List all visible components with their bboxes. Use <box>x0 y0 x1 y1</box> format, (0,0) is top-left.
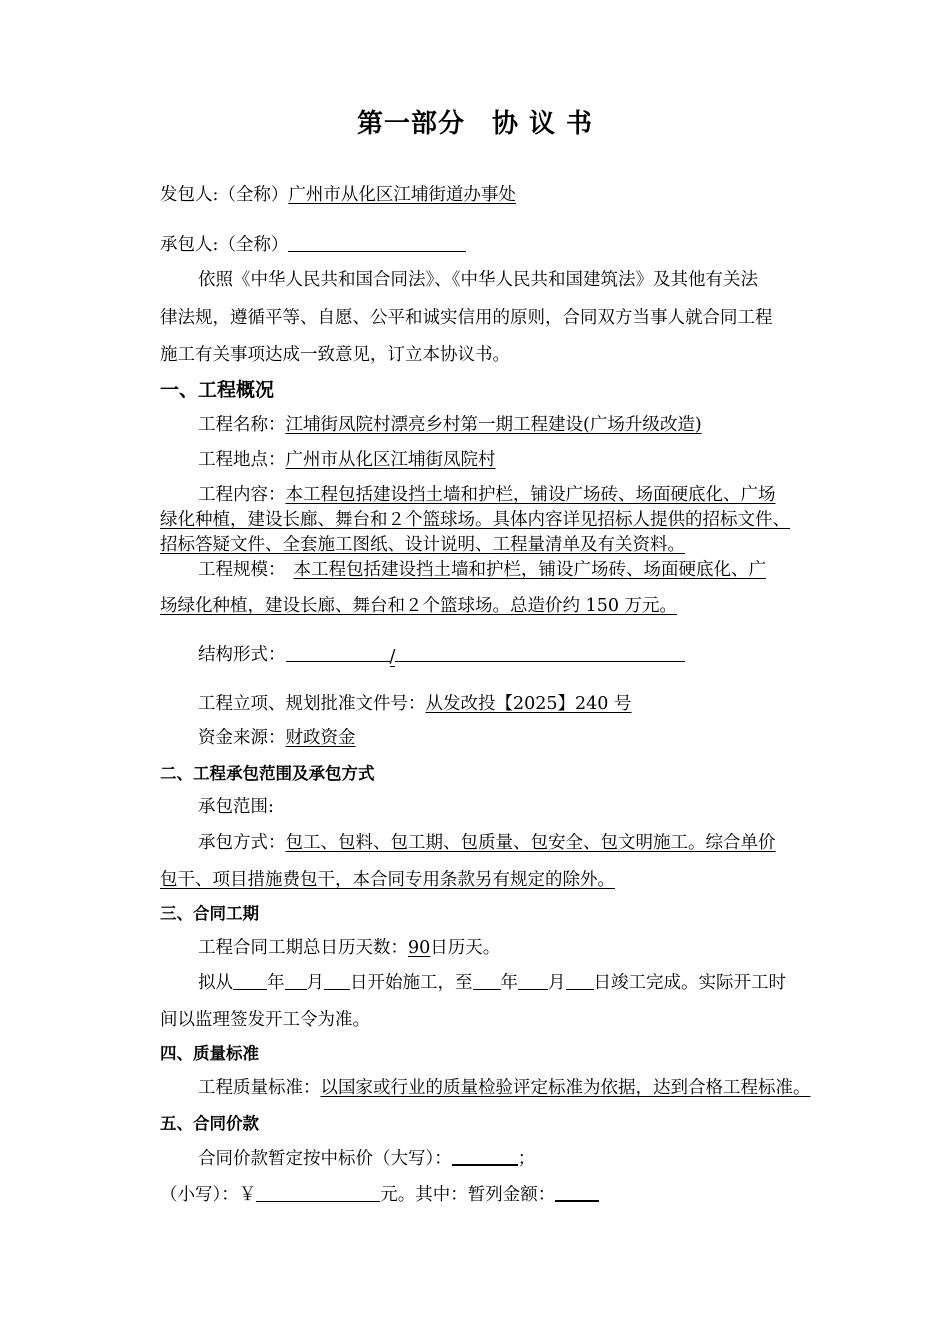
section-2-heading: 二、工程承包范围及承包方式 <box>160 764 375 783</box>
project-location-label: 工程地点： <box>198 450 286 470</box>
mode-label: 承包方式： <box>198 833 286 853</box>
project-location-value: 广州市从化区江埔街凤院村 <box>285 450 496 470</box>
project-content-label: 工程内容： <box>198 485 286 505</box>
schedule-text-start: 日开始施工，至 <box>350 973 473 993</box>
approval-line <box>198 692 632 716</box>
duration-pre: 工程合同工期总日历天数： <box>198 938 408 958</box>
structure-blank-right <box>395 643 685 662</box>
employer-value: 广州市从化区江埔街道办事处 <box>288 185 516 205</box>
schedule-text-month-2: 月 <box>548 973 566 993</box>
price-numeric-label: （小写）：￥ <box>160 1185 257 1205</box>
end-year-blank <box>473 971 501 990</box>
schedule-text-end: 日竣工完成。实际开工时 <box>593 973 786 993</box>
end-month-blank <box>518 971 548 990</box>
schedule-text-from: 拟从 <box>198 973 233 993</box>
price-numeric-blank <box>256 1183 380 1202</box>
schedule-text-month: 月 <box>306 973 324 993</box>
duration-post: 日历天。 <box>430 938 501 958</box>
end-day-blank <box>566 971 594 990</box>
structure-blank-left <box>286 643 390 662</box>
duration-value: 90 <box>408 938 431 958</box>
project-name-value: 江埔街凤院村漂亮乡村第一期工程建设(广场升级改造) <box>285 415 702 435</box>
section-1-heading: 一、工程概况 <box>160 379 275 401</box>
structure-label: 结构形式： <box>198 645 286 665</box>
project-scale-text-1: 本工程包括建设挡土墙和护栏，铺设广场砖、场面硬底化、广 <box>293 560 766 580</box>
start-month-blank <box>285 971 307 990</box>
contractor-blank <box>288 233 466 252</box>
project-scale-label: 工程规模： <box>198 560 286 580</box>
schedule-line-2: 间以监理签发开工令为准。 <box>160 1010 370 1030</box>
price-line-2 <box>160 1182 599 1207</box>
fund-value: 财政资金 <box>285 728 356 748</box>
project-location-line <box>198 448 496 472</box>
quality-value: 以国家或行业的质量检验评定标准为依据，达到合格工程标准。 <box>320 1078 811 1098</box>
project-scale-line-2 <box>160 594 677 618</box>
project-content-line-2 <box>160 508 790 532</box>
intro-line-3: 施工有关事项达成一致意见，订立本协议书。 <box>160 345 510 365</box>
project-content-text-2: 绿化种植，建设长廊、舞台和２个篮球场。具体内容详见招标人提供的招标文件、 <box>160 510 790 530</box>
section-3-heading: 三、合同工期 <box>160 904 259 923</box>
schedule-text-year: 年 <box>267 973 285 993</box>
start-year-blank <box>233 971 267 990</box>
duration-line <box>198 936 500 960</box>
structure-value: / <box>389 647 396 667</box>
price-capital-blank <box>452 1146 518 1166</box>
page-title: 第一部分 协 议 书 <box>356 109 594 139</box>
contractor-line <box>160 233 466 257</box>
project-name-label: 工程名称： <box>198 415 286 435</box>
price-capital-label: 合同价款暂定按中标价（大写）： <box>198 1149 452 1169</box>
fund-label: 资金来源： <box>198 728 286 748</box>
section-5-heading: 五、合同价款 <box>160 1114 259 1133</box>
fund-line <box>198 726 356 750</box>
schedule-text-year-2: 年 <box>500 973 518 993</box>
project-content-line-1 <box>198 483 776 507</box>
approval-label: 工程立项、规划批准文件号： <box>198 694 426 714</box>
structure-line <box>198 643 685 667</box>
mode-line-1 <box>198 831 776 855</box>
approval-value: 从发改投【2025】240 号 <box>425 694 632 714</box>
contractor-label: 承包人:（全称） <box>160 235 289 255</box>
price-line-1 <box>198 1146 535 1171</box>
intro-line-2: 律法规，遵循平等、自愿、公平和诚实信用的原则，合同双方当事人就合同工程 <box>160 308 773 328</box>
employer-line <box>160 183 516 207</box>
price-capital-end: ； <box>517 1149 536 1169</box>
provisional-sum-label: 元。其中：暂列金额： <box>380 1185 556 1205</box>
employer-label: 发包人:（全称） <box>160 185 289 205</box>
provisional-sum-blank <box>555 1182 599 1202</box>
scope-line: 承包范围: <box>198 797 274 817</box>
section-4-heading: 四、质量标准 <box>160 1044 259 1063</box>
project-content-text-1: 本工程包括建设挡土墙和护栏，铺设广场砖、场面硬底化、广场 <box>285 485 776 505</box>
quality-label: 工程质量标准： <box>198 1078 321 1098</box>
start-day-blank <box>324 971 350 990</box>
mode-text-1: 包工、包料、包工期、包质量、包安全、包文明施工。综合单价 <box>285 833 776 853</box>
project-scale-text-2: 场绿化种植，建设长廊、舞台和２个篮球场。总造价约 150 万元。 <box>160 596 678 616</box>
quality-line <box>198 1076 811 1100</box>
mode-text-2: 包干、项目措施费包干，本合同专用条款另有规定的除外。 <box>160 870 615 890</box>
project-content-line-3 <box>160 533 685 557</box>
project-name-line <box>198 413 702 437</box>
project-content-text-3: 招标答疑文件、全套施工图纸、设计说明、工程量清单及有关资料。 <box>160 535 685 555</box>
intro-line-1: 依照《中华人民共和国合同法》、《中华人民共和国建筑法》及其他有关法 <box>198 270 758 290</box>
mode-line-2 <box>160 868 615 892</box>
project-scale-line-1 <box>198 558 766 582</box>
schedule-line <box>198 971 786 995</box>
